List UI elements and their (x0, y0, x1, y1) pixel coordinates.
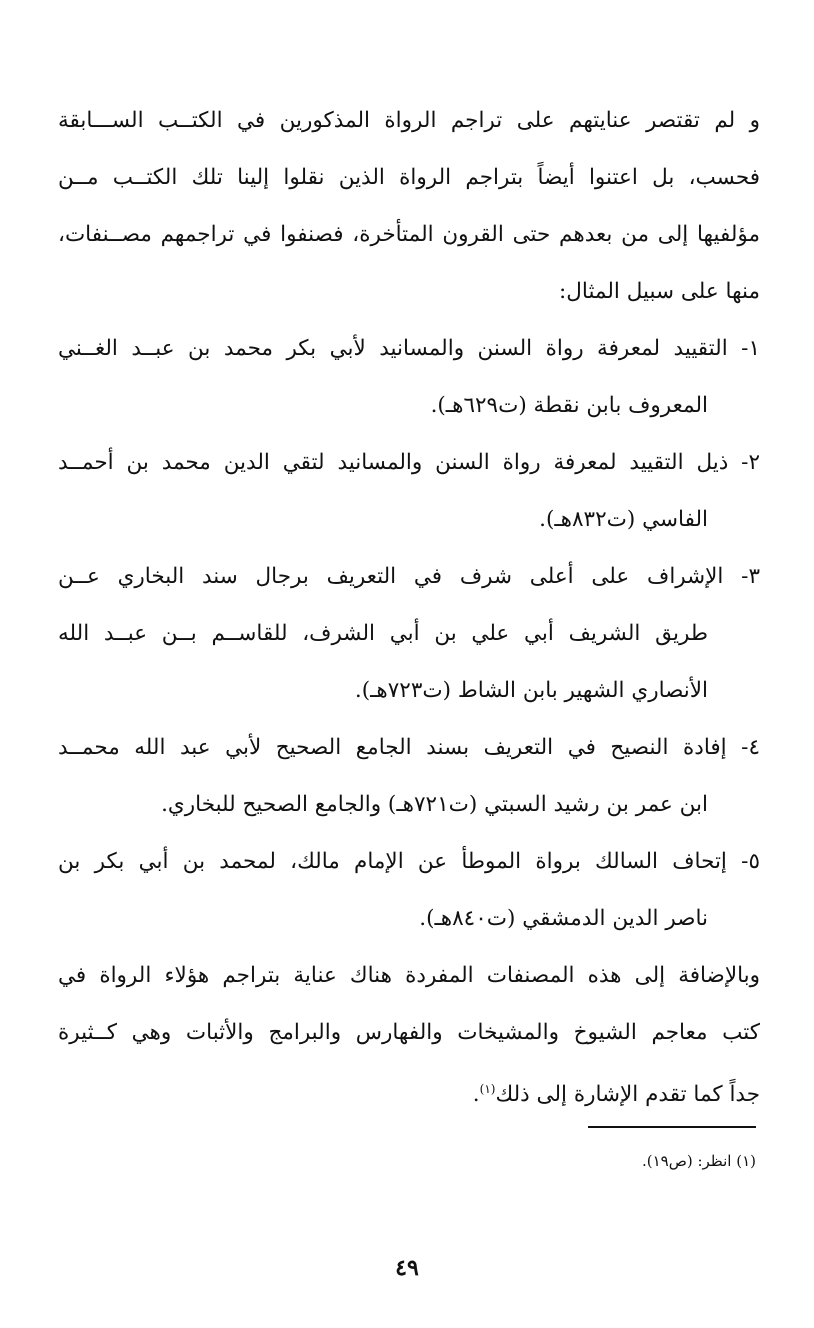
text-line: منها على سبيل المثال: (559, 279, 760, 304)
list-item-continuation: الأنصاري الشهير بابن الشاط (ت٧٢٣هـ). (354, 678, 708, 703)
text-line: و لم تقتصر عنايتهم على تراجم الرواة المذكورين في الكتــب الســـابقة (58, 108, 760, 133)
list-item: ١- التقييد لمعرفة رواة السنن والمسانيد لأبي بكر محمد بن عبــد الغــني (58, 336, 760, 361)
text-line: كتب معاجم الشيوخ والمشيخات والفهارس والبرامج والأثبات وهي كــثيرة (58, 1020, 760, 1045)
list-item-continuation: ابن عمر بن رشيد السبتي (ت٧٢١هـ) والجامع الصحيح للبخاري. (161, 792, 708, 817)
list-item: ٥- إتحاف السالك برواة الموطأ عن الإمام مالك، لمحمد بن أبي بكر بن (58, 849, 760, 874)
list-item-continuation: المعروف بابن نقطة (ت٦٢٩هـ). (430, 393, 708, 418)
list-item-continuation: الفاسي (ت٨٣٢هـ). (539, 507, 708, 532)
text-line: وبالإضافة إلى هذه المصنفات المفردة هناك عناية بتراجم هؤلاء الرواة في (58, 963, 760, 988)
list-item: ٢- ذيل التقييد لمعرفة رواة السنن والمسانيد لتقي الدين محمد بن أحمــد (58, 450, 760, 475)
text-line: مؤلفيها إلى من بعدهم حتى القرون المتأخرة، فصنفوا في تراجمهم مصــنفات، (58, 222, 760, 247)
text-span: جداً كما تقدم الإشارة إلى ذلك (495, 1082, 760, 1108)
page-number: ٤٩ (395, 1255, 419, 1281)
text-line-final (58, 1061, 760, 1118)
footnote-divider (588, 1126, 756, 1128)
text-span-end: . (472, 1082, 480, 1108)
list-item-continuation: ناصر الدين الدمشقي (ت٨٤٠هـ). (419, 906, 708, 931)
footnote: (١) انظر: (ص١٩). (641, 1152, 756, 1170)
page-body (58, 92, 760, 1118)
text-line: فحسب، بل اعتنوا أيضاً بتراجم الرواة الذين نقلوا إلينا تلك الكتــب مــن (58, 165, 760, 190)
list-item: ٤- إفادة النصيح في التعريف بسند الجامع الصحيح لأبي عبد الله محمــد (58, 735, 760, 760)
list-item: ٣- الإشراف على أعلى شرف في التعريف برجال سند البخاري عــن (58, 564, 760, 589)
footnote-marker: (١) (479, 1082, 496, 1096)
list-item-continuation: طريق الشريف أبي علي بن أبي الشرف، للقاســم بــن عبــد الله (58, 621, 708, 646)
